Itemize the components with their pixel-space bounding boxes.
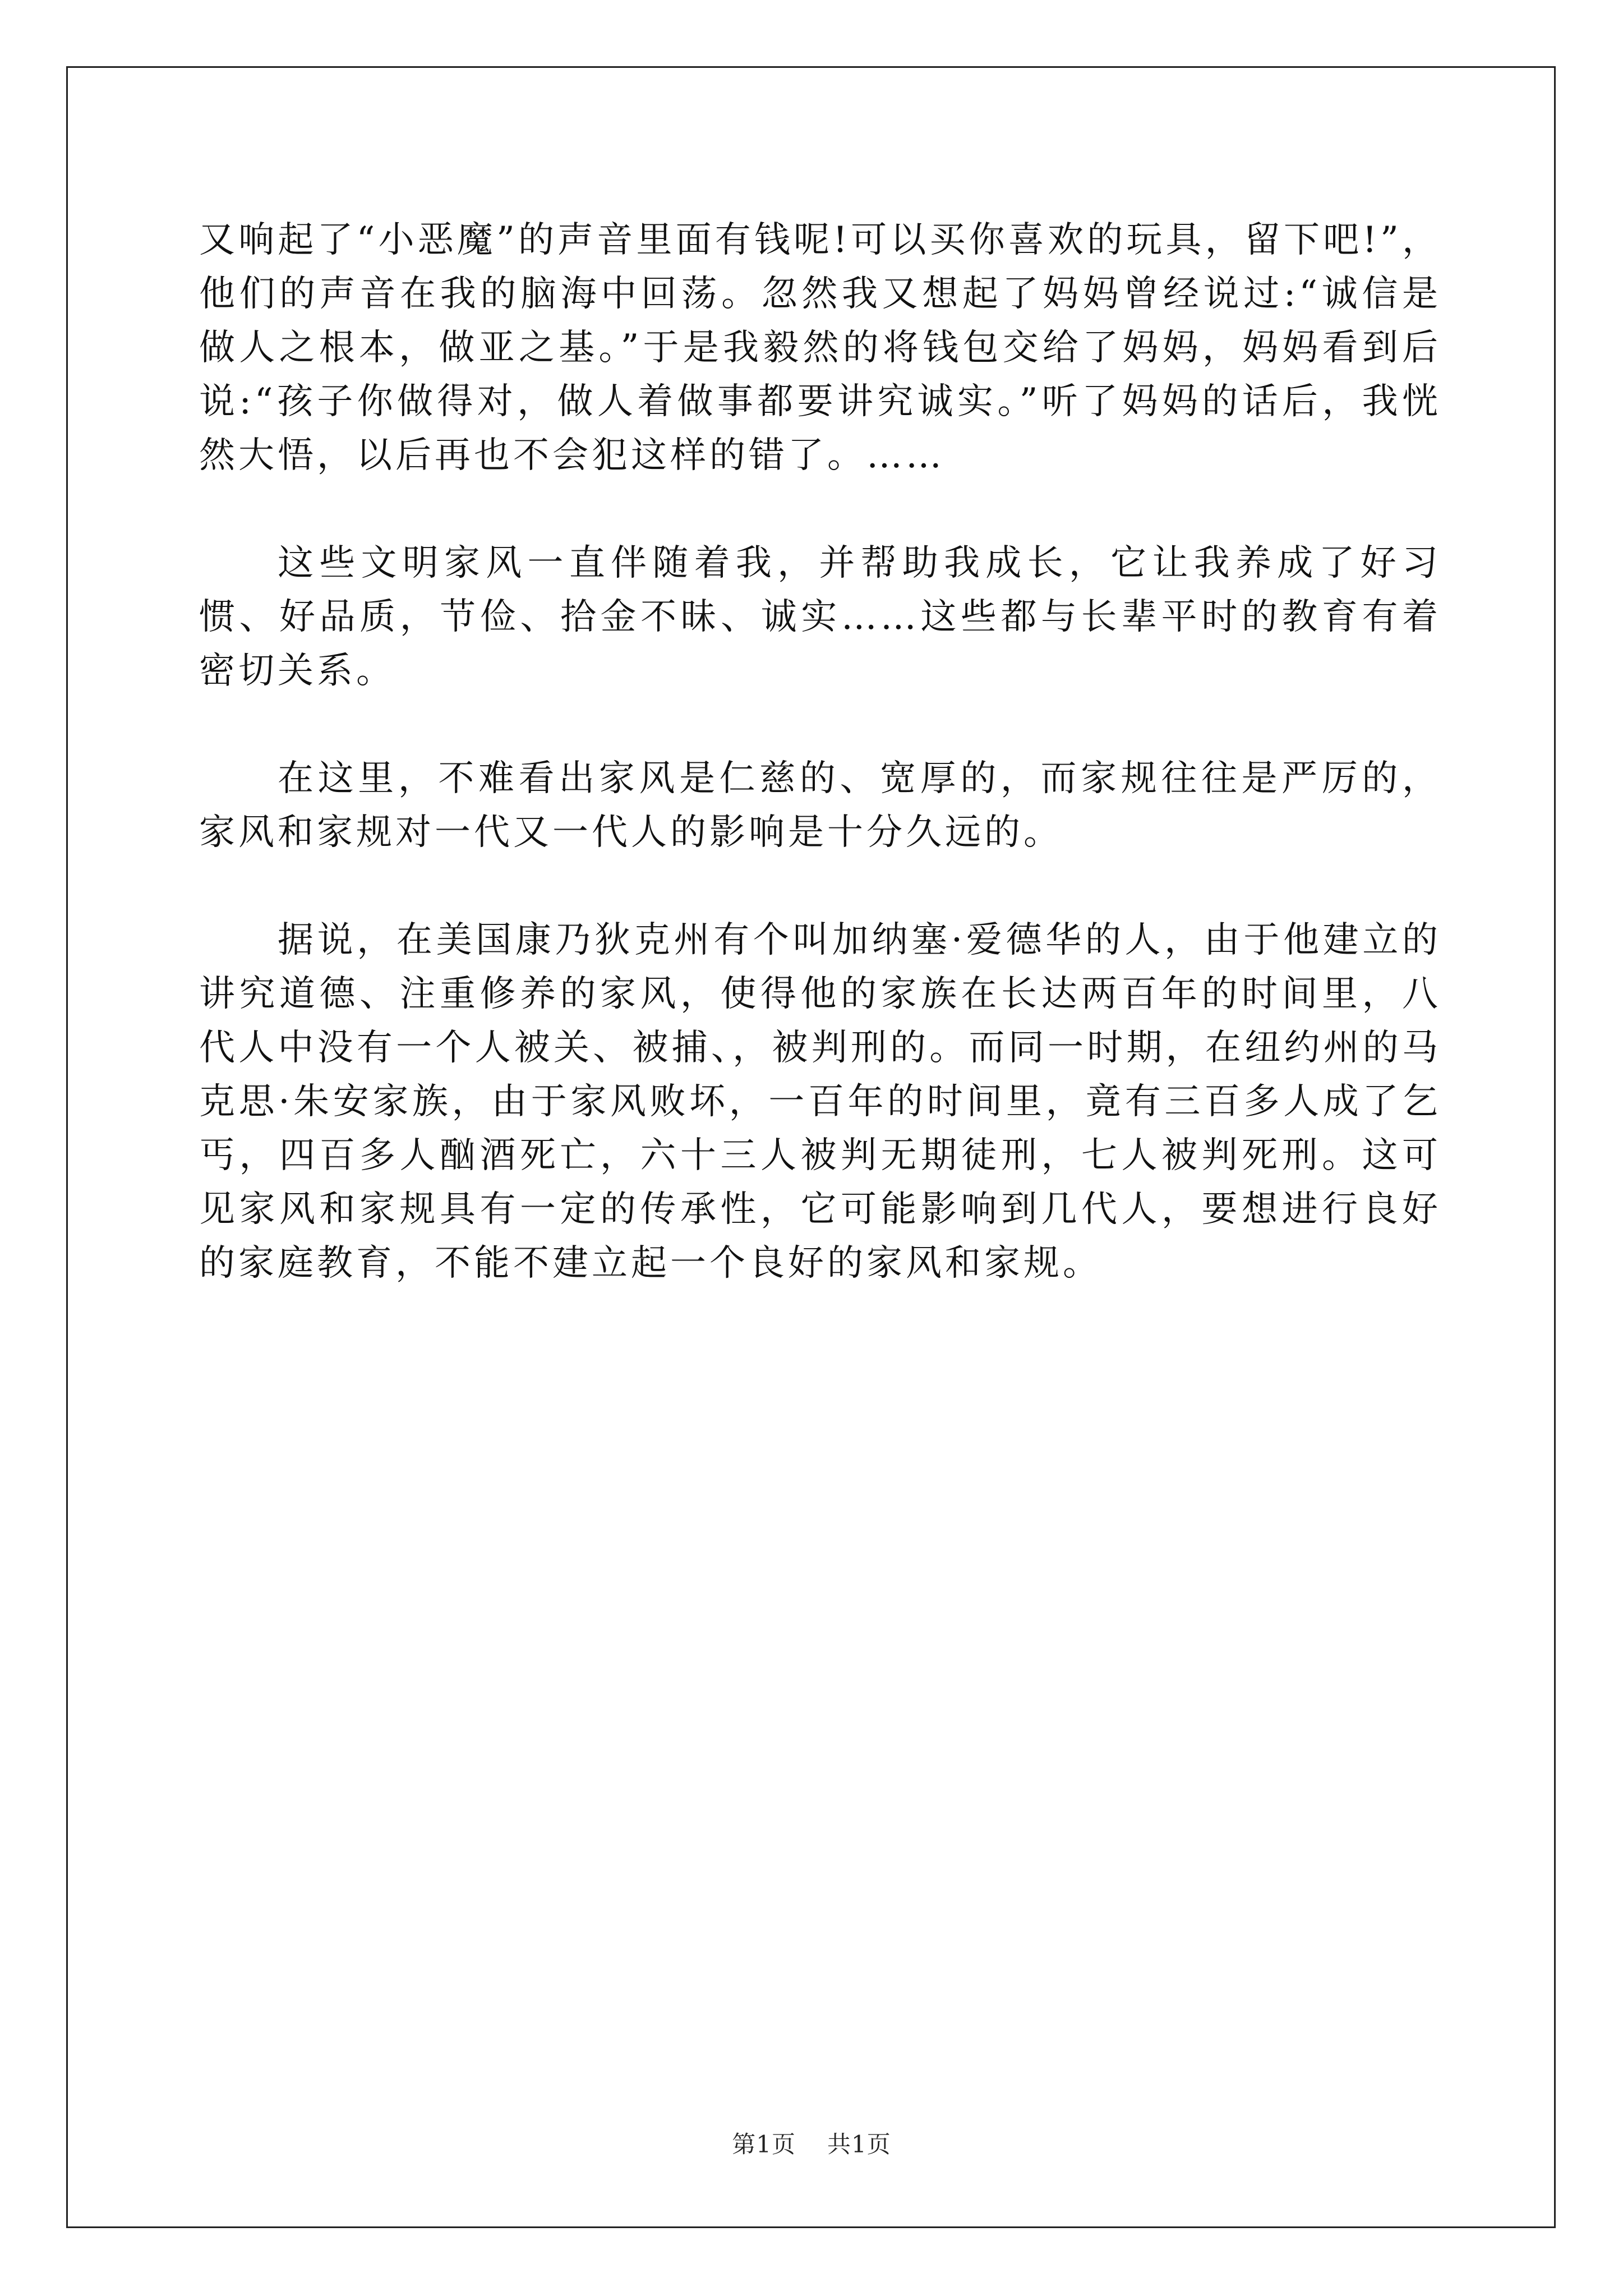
paragraph-3: 在这里，不难看出家风是仁慈的、宽厚的，而家规往往是严厉的，家风和家规对一代又一代人的影响是十分久远的。	[199, 758, 1441, 853]
page-footer	[0, 2126, 1623, 2160]
paragraph-2: 这些文明家风一直伴随着我，并帮助我成长，它让我养成了好习惯、好品质，节俭、拾金不昧、诚实……这些都与长辈平时的教育有着密切关系。	[199, 542, 1441, 692]
paragraph-1: 又响起了“小恶魔”的声音里面有钱呢!可以买你喜欢的玩具，留下吧!”，他们的声音在我的脑海中回荡。忽然我又想起了妈妈曾经说过:“诚信是做人之根本，做亚之基。”于是我毅然的将钱包交给了妈妈，妈妈看到后说:“孩子你做得对，做人着做事都要讲究诚实。”听了妈妈的话后，我恍然大悟，以后再也不会犯这样的错了。……	[199, 219, 1441, 476]
paragraph-4: 据说，在美国康乃狄克州有个叫加纳塞·爱德华的人，由于他建立的讲究道德、注重修养的家风，使得他的家族在长达两百年的时间里，八代人中没有一个人被关、被捕、，被判刑的。而同一时期，在纽约州的马克思·朱安家族，由于家风败坏，一百年的时间里，竟有三百多人成了乞丐，四百多人酗酒死亡，六十三人被判无期徒刑，七人被判死刑。这可见家风和家规具有一定的传承性，它可能影响到几代人，要想进行良好的家庭教育，不能不建立起一个良好的家风和家规。	[199, 919, 1441, 1284]
page-number-total: 共1页	[827, 2131, 891, 2158]
document-body	[199, 213, 1441, 1344]
page-number-current: 第1页	[732, 2131, 796, 2158]
